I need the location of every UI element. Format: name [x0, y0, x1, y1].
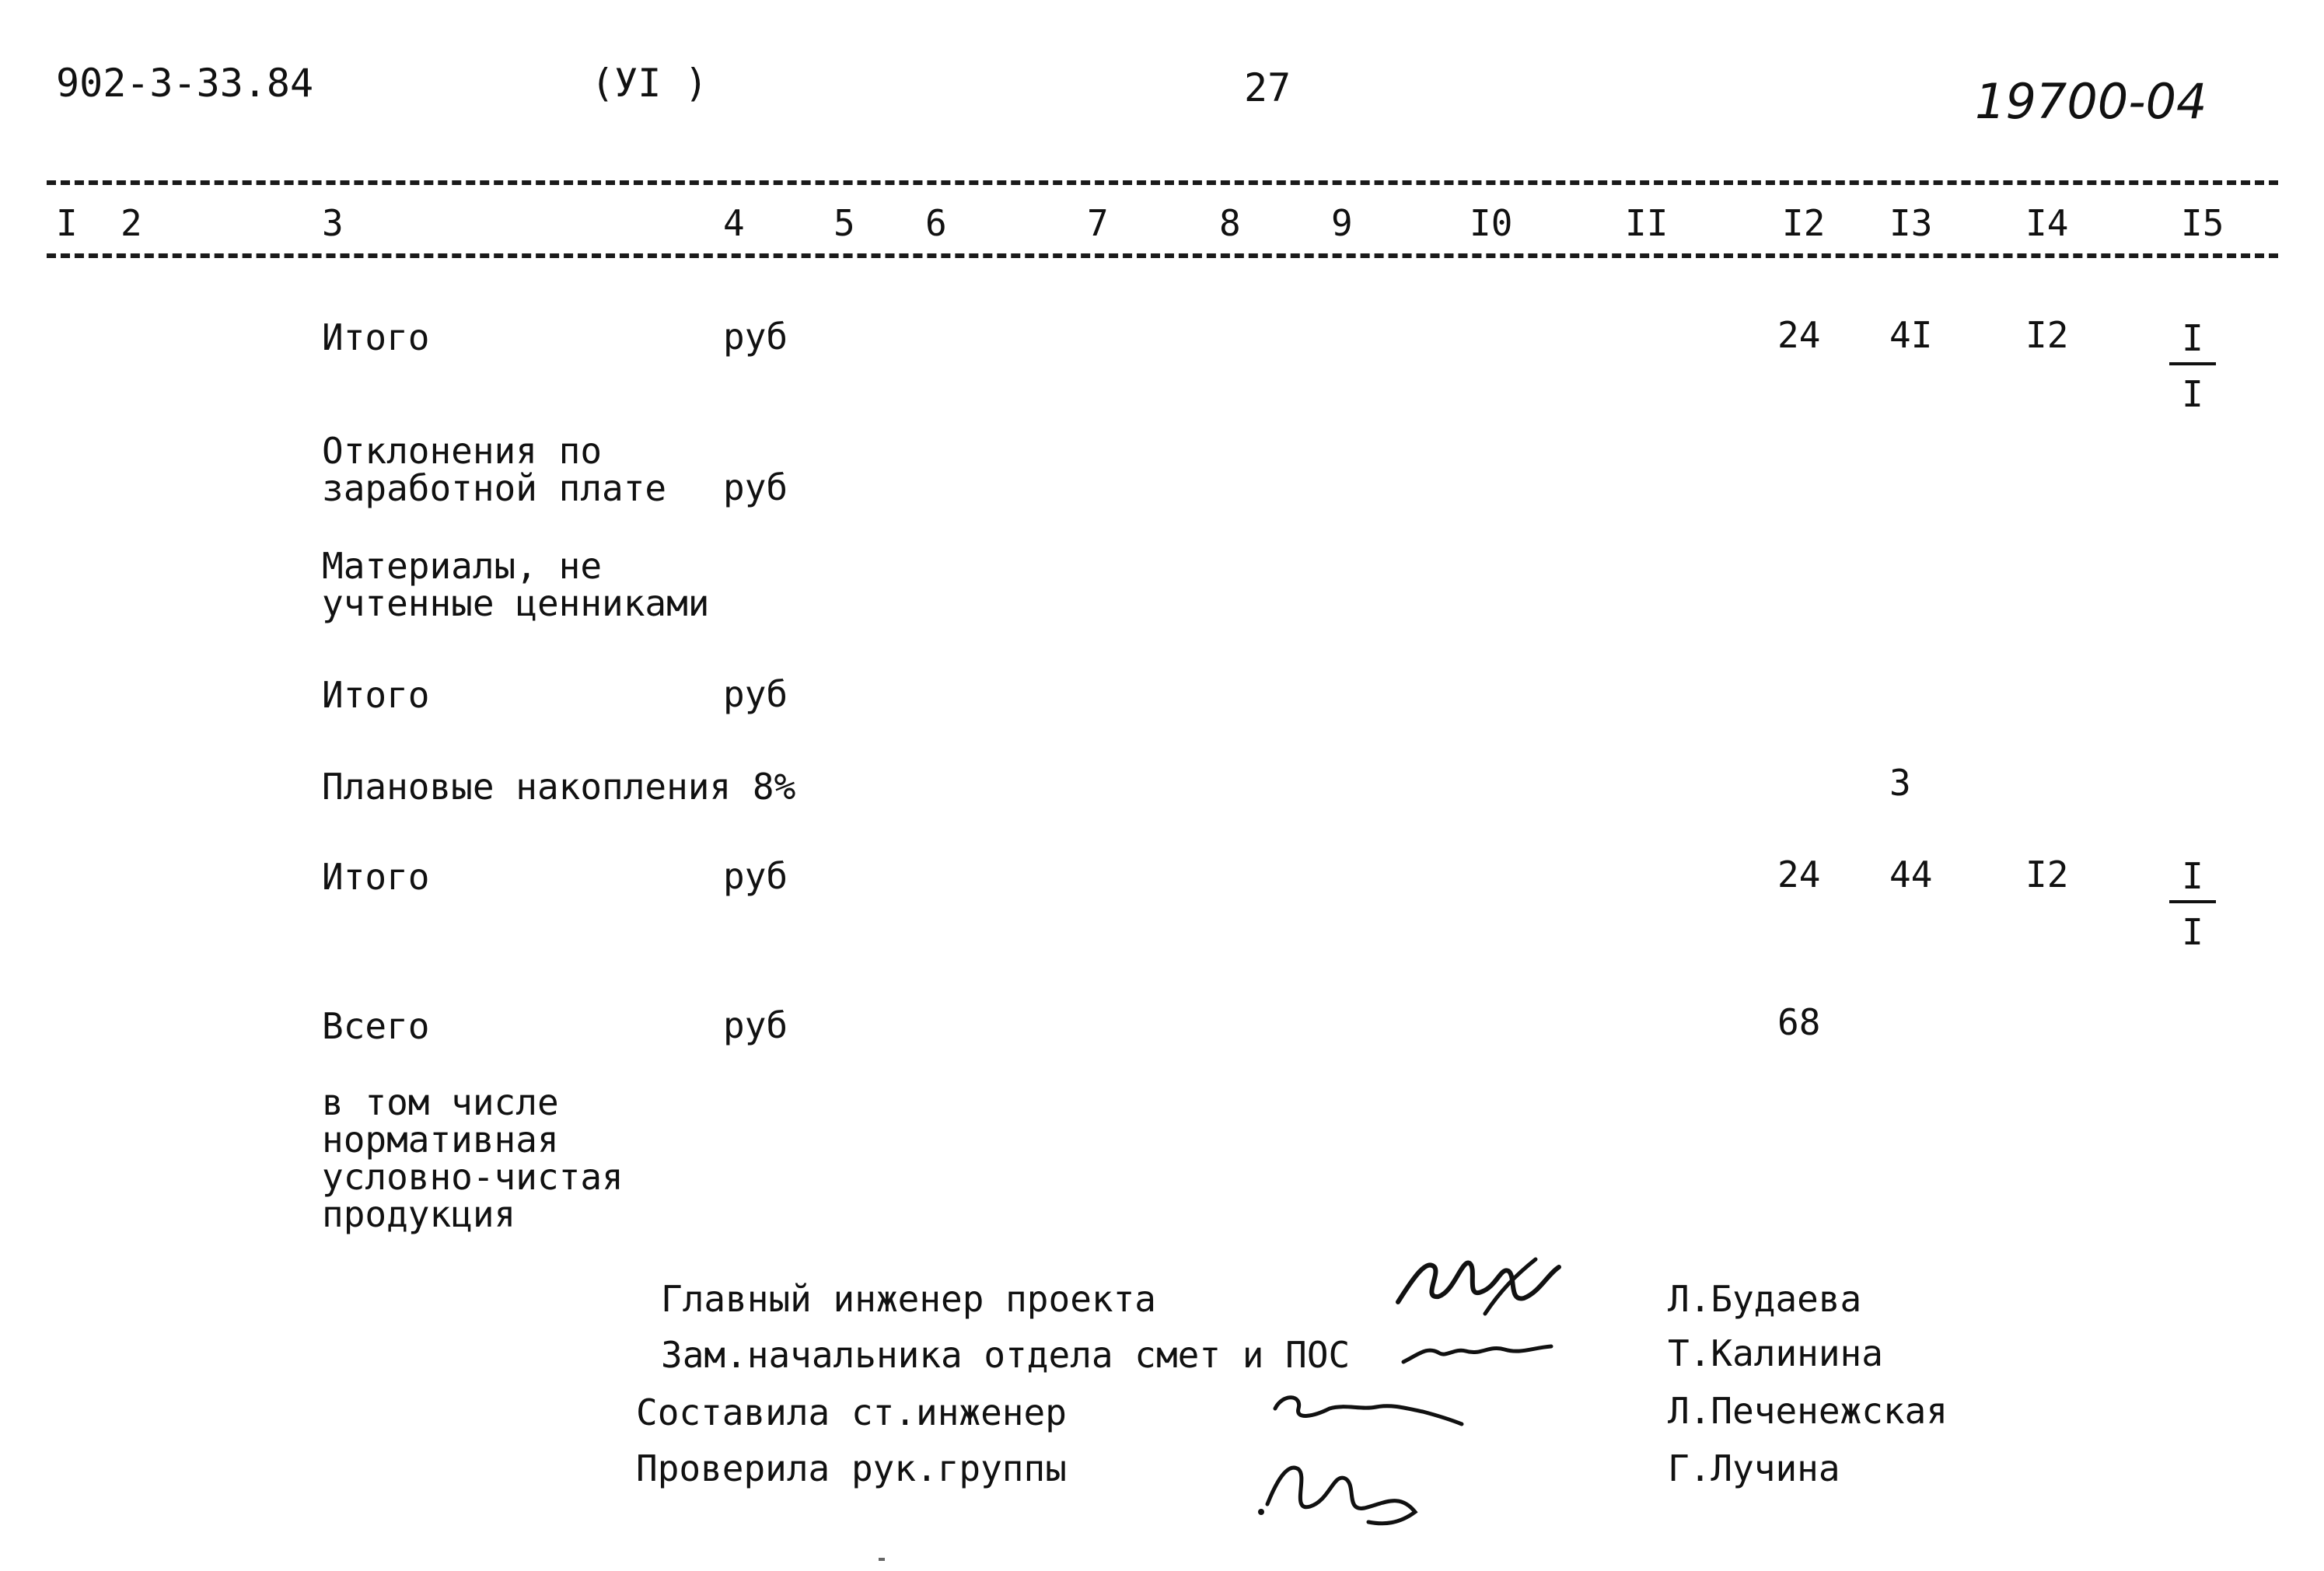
fraction-denominator: I — [2182, 373, 2203, 415]
row-value-col14: I2 — [2025, 314, 2069, 356]
row-label: Итого — [322, 674, 430, 716]
row-value-col15-fraction — [2169, 317, 2216, 415]
row-label: Материалы, не учтенные ценниками — [322, 545, 710, 624]
signature-role: Проверила рук.группы — [636, 1447, 1067, 1489]
column-number: II — [1625, 202, 1669, 244]
handwritten-signature-3 — [1267, 1385, 1470, 1440]
column-number: I4 — [2025, 202, 2069, 244]
column-number: I0 — [1470, 202, 1513, 244]
signature-name: Т.Калинина — [1668, 1332, 1883, 1374]
column-number: 4 — [723, 202, 745, 244]
column-header-bottom-rule — [47, 253, 2278, 258]
signature-role: Составила ст.инженер — [636, 1391, 1067, 1433]
column-number: I2 — [1782, 202, 1826, 244]
row-value-col13: 44 — [1889, 854, 1933, 895]
signature-role: Зам.начальника отдела смет и ПОС — [661, 1334, 1351, 1376]
volume-number: (УI ) — [591, 61, 708, 106]
column-header-top-rule — [47, 180, 2278, 185]
inventory-number: 19700-04 — [1975, 73, 2207, 130]
row-unit: руб — [723, 1004, 788, 1046]
row-value-col12: 24 — [1777, 314, 1821, 356]
handwritten-signature-1 — [1392, 1244, 1578, 1329]
signature-name: Л.Будаева — [1668, 1278, 1862, 1320]
row-unit: руб — [723, 316, 788, 358]
row-unit: руб — [723, 466, 788, 508]
column-number: 6 — [925, 202, 947, 244]
row-value-col14: I2 — [2025, 854, 2069, 895]
row-value-col15-fraction — [2169, 855, 2216, 953]
column-number: 3 — [322, 202, 344, 244]
fraction-denominator: I — [2182, 911, 2203, 953]
row-label: в том числе нормативная условно-чистая продукция — [322, 1081, 624, 1235]
column-number: 7 — [1087, 202, 1109, 244]
column-number: 9 — [1331, 202, 1353, 244]
handwritten-signature-2 — [1396, 1331, 1582, 1377]
scan-speck — [879, 1558, 885, 1561]
signature-name: Л.Печенежская — [1668, 1390, 1948, 1432]
fraction-numerator: I — [2169, 317, 2216, 365]
signature-name: Г.Лучина — [1668, 1447, 1840, 1489]
signature-role: Главный инженер проекта — [661, 1278, 1156, 1320]
row-label: Итого — [322, 316, 430, 358]
column-number: 8 — [1219, 202, 1241, 244]
row-unit: руб — [723, 855, 788, 897]
row-label: Плановые накопления 8% — [322, 766, 796, 808]
column-number: I5 — [2181, 202, 2224, 244]
handwritten-signature-4 — [1252, 1438, 1431, 1531]
column-number: 5 — [833, 202, 855, 244]
row-label: Всего — [322, 1005, 430, 1047]
row-unit: руб — [723, 673, 788, 715]
row-label: Итого — [322, 856, 430, 898]
row-value-col13: 4I — [1889, 314, 1933, 356]
row-label: Отклонения по заработной плате — [322, 430, 667, 509]
row-value-col12: 68 — [1777, 1001, 1821, 1043]
document-code: 902-3-33.84 — [56, 61, 314, 106]
row-value-col13: 3 — [1889, 762, 1911, 804]
page-number: 27 — [1244, 65, 1291, 110]
fraction-numerator: I — [2169, 855, 2216, 903]
column-number: 2 — [121, 202, 142, 244]
column-number: I3 — [1889, 202, 1933, 244]
column-number: I — [56, 202, 78, 244]
row-value-col12: 24 — [1777, 854, 1821, 895]
